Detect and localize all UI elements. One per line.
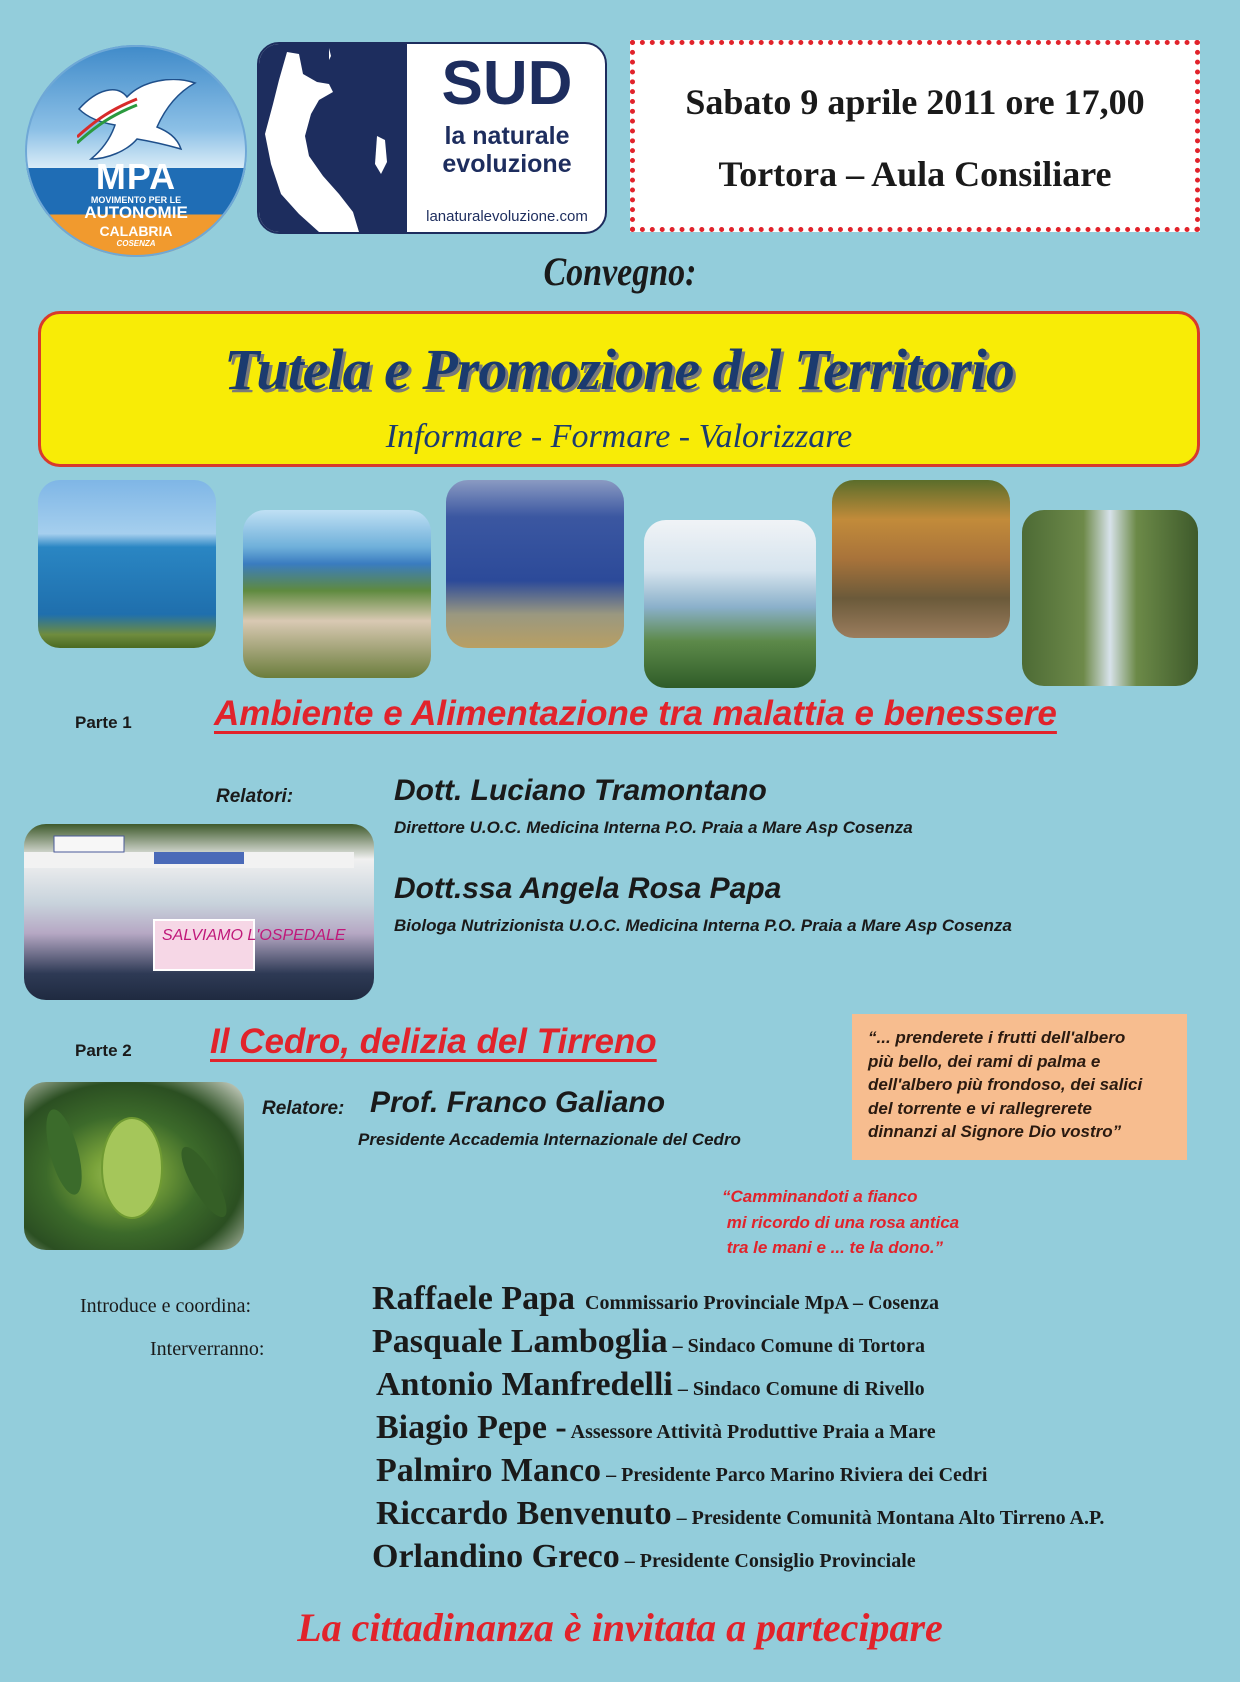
interventions-label: Interverranno: (150, 1338, 265, 1360)
photo-seaside-town (644, 520, 816, 688)
participant-role: – Presidente Consiglio Provinciale (619, 1550, 916, 1572)
part1-label: Parte 1 (75, 713, 132, 732)
quote-line: dinnanzi al Signore Dio vostro” (868, 1122, 1122, 1141)
sud-title: SUD (441, 49, 573, 118)
part1-speakers-label: Relatori: (216, 786, 294, 807)
mpa-line1: MOVIMENTO PER LE (90, 195, 182, 205)
part2-heading: Il Cedro, delizia del Tirreno (210, 1022, 657, 1061)
convegno-kicker: Convegno: (543, 249, 697, 294)
participant-row (376, 1366, 925, 1404)
participant-name: Orlandino Greco (372, 1538, 620, 1575)
participant-role: – Presidente Comunità Montana Alto Tirreno A.P. (671, 1507, 1105, 1529)
participant-row (376, 1452, 987, 1490)
sud-subtitle-line1: la naturale (444, 122, 570, 150)
speaker-name: Prof. Franco Galiano (370, 1086, 666, 1119)
quote-line: “... prenderete i frutti dell'albero (868, 1028, 1126, 1047)
participant-row (376, 1495, 1104, 1533)
participant-name: Palmiro Manco (376, 1452, 602, 1489)
participant-role: – Sindaco Comune di Tortora (667, 1335, 925, 1357)
photo-hospital-entrance (24, 824, 374, 1000)
conference-subtitle: Informare - Formare - Valorizzare (385, 418, 853, 455)
participant-name: Pasquale Lamboglia (372, 1323, 668, 1360)
speaker-name: Dott. Luciano Tramontano (394, 774, 767, 807)
svg-text:SALVIAMO L'OSPEDALE: SALVIAMO L'OSPEDALE (162, 927, 346, 944)
italy-map-icon (259, 44, 407, 232)
sud-subtitle (409, 122, 605, 178)
event-date-time: Sabato 9 aprile 2011 ore 17,00 (685, 82, 1145, 122)
photo-coastal-beach (38, 480, 216, 648)
photo-hillside-village (243, 510, 431, 678)
poem-line: mi ricordo di una rosa antica (722, 1212, 960, 1232)
quote-line: più bello, dei rami di palma e (868, 1051, 1101, 1071)
photo-autumn-road (832, 480, 1010, 638)
participant-row (372, 1538, 916, 1576)
poem-line: “Camminandoti a fianco (722, 1187, 918, 1206)
part2-speaker-label: Relatore: (262, 1098, 345, 1119)
intro-label: Introduce e coordina: (80, 1295, 252, 1317)
photo-cedar-fruit (24, 1082, 244, 1250)
closing-invitation: La cittadinanza è invitata a partecipare (297, 1605, 943, 1650)
speaker-role: Biologa Nutrizionista U.O.C. Medicina Interna P.O. Praia a Mare Asp Cosenza (394, 916, 1012, 935)
quote-line: dell'albero più frondoso, dei salici (868, 1075, 1143, 1094)
participant-name: Biagio Pepe - (376, 1409, 567, 1446)
participant-row (372, 1323, 925, 1361)
mpa-region: CALABRIA (99, 223, 173, 239)
participant-role: Commissario Provinciale MpA – Cosenza (575, 1292, 940, 1314)
mpa-line2: AUTONOMIE (84, 203, 188, 222)
speaker-name: Dott.ssa Angela Rosa Papa (394, 872, 782, 905)
mpa-title: MPA (95, 156, 177, 197)
part1-heading: Ambiente e Alimentazione tra malattia e benessere (214, 694, 1057, 733)
sud-subtitle-line2: evoluzione (442, 150, 572, 178)
part2-label: Parte 2 (75, 1041, 132, 1060)
participant-name: Raffaele Papa (372, 1280, 576, 1317)
participant-row (376, 1409, 936, 1447)
mpa-logo (25, 45, 247, 257)
participant-role: – Presidente Parco Marino Riviera dei Cedri (601, 1464, 988, 1486)
sud-url: lanaturalevoluzione.com (426, 208, 588, 225)
participant-name: Antonio Manfredelli (376, 1366, 673, 1403)
photo-bay-coastline (446, 480, 624, 648)
poem-quote (722, 1184, 959, 1261)
event-info-box (630, 40, 1200, 232)
speaker-role: Presidente Accademia Internazionale del Cedro (358, 1130, 741, 1149)
participant-row (372, 1280, 939, 1318)
participant-role: – Sindaco Comune di Rivello (672, 1378, 925, 1400)
conference-title: Tutela e Promozione del Territorio (224, 337, 1014, 402)
sud-logo (257, 42, 607, 234)
poem-line: tra le mani e ... te la dono.” (722, 1238, 944, 1257)
photo-forest-stream (1022, 510, 1198, 686)
mpa-province: COSENZA (116, 239, 156, 248)
participant-role: Assessore Attività Produttive Praia a Mare (566, 1421, 936, 1443)
title-banner (38, 311, 1200, 467)
quote-line: del torrente e vi rallegrerete (868, 1098, 1092, 1118)
speaker-role: Direttore U.O.C. Medicina Interna P.O. Praia a Mare Asp Cosenza (394, 818, 913, 837)
event-location: Tortora – Aula Consiliare (718, 154, 1112, 194)
participant-name: Riccardo Benvenuto (376, 1495, 672, 1532)
scripture-quote-box (852, 1014, 1187, 1160)
